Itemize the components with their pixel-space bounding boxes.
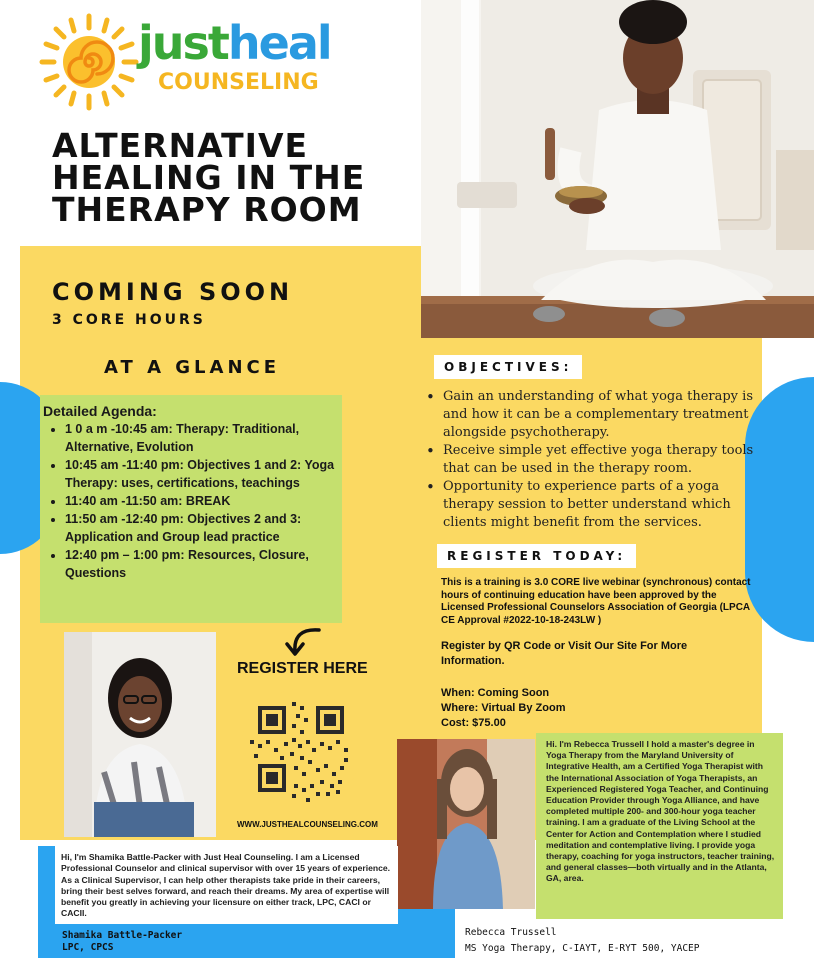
agenda-item: • 12:40 pm – 1:00 pm: Resources, Closure, Questions	[65, 546, 338, 582]
rebecca-name-block	[465, 925, 700, 957]
logo-counseling-text: COUNSELING	[158, 70, 319, 95]
sun-icon	[34, 12, 144, 112]
objectives-label: OBJECTIVES:	[434, 355, 582, 379]
agenda-heading: Detailed Agenda:	[43, 403, 157, 419]
event-cost: Cost: $75.00	[441, 717, 506, 729]
title-line-3: THERAPY ROOM	[52, 190, 362, 229]
register-approval-text: This is a training is 3.0 CORE live webinar (synchronous) contact hours of continuing education have been approved by the Licensed Professional Counselors Association of Georgia (LPCA CE Approval #2022-10-18-243LW )	[441, 577, 751, 626]
page-title	[52, 126, 412, 229]
objective-item: • Receive simple yet effective yoga therapy tools that can be used in the therapy room.	[426, 442, 756, 478]
logo-just-text: just	[138, 16, 228, 70]
hero-illustration	[421, 0, 814, 338]
shamika-illustration	[64, 632, 216, 837]
register-here-text: REGISTER HERE	[237, 660, 368, 677]
register-today-label: REGISTER TODAY:	[437, 544, 636, 568]
qr-code-icon[interactable]	[240, 688, 362, 810]
agenda-item: • 10:45 am -11:40 pm: Objectives 1 and 2: Yoga Therapy: uses, certifications, teachings	[65, 456, 338, 492]
coming-soon-heading: COMING SOON	[52, 278, 294, 306]
bio-shamika: Hi, I'm Shamika Battle-Packer with Just Heal Counseling. I am a Licensed Professional Counselor and clinical supervisor with over 15 years of experience. As a Clinical Supervisor, I can help other therapists take pride in their careers, bring their best selves forward, and reach their dreams. My area of expertise will benefit you greatly in achieving your licensure on either track, LPC, CACI or CACII.	[55, 846, 398, 924]
website-url: WWW.JUSTHEALCOUNSELING.COM	[237, 820, 378, 829]
hero-photo-singing-bowl	[421, 0, 814, 338]
objectives-list	[426, 388, 756, 532]
shamika-name-block	[62, 930, 182, 954]
logo-heal-text: heal	[227, 16, 331, 70]
photo-rebecca	[397, 739, 535, 909]
core-hours-text: 3 CORE HOURS	[52, 312, 206, 328]
register-qr-instructions: Register by QR Code or Visit Our Site For More Information.	[441, 640, 688, 667]
logo-wordmark	[138, 16, 331, 70]
objective-item: • Opportunity to experience parts of a yoga therapy session to better understand which clients might benefit from the services.	[426, 478, 756, 532]
agenda-box	[40, 395, 342, 623]
title-line-1: ALTERNATIVE	[52, 126, 309, 165]
objective-item: • Gain an understanding of what yoga therapy is and how it can be a complementary treatment alongside psychotherapy.	[426, 388, 756, 442]
shamika-name: Shamika Battle-Packer	[62, 930, 183, 941]
event-where: Where: Virtual By Zoom	[441, 702, 566, 714]
curved-arrow-icon	[283, 624, 323, 658]
agenda-item: • 1 0 a m -10:45 am: Therapy: Traditional, Alternative, Evolution	[65, 420, 338, 456]
title-line-2: HEALING IN THE	[52, 158, 366, 197]
shamika-credentials: LPC, CPCS	[62, 942, 114, 953]
logo	[34, 12, 334, 112]
bio-rebecca: Hi. I'm Rebecca Trussell I hold a master's degree in Yoga Therapy from the Maryland University of Integrative Health, am a Certified Yoga Therapist with the International Association of Yoga Therapists, an Experienced Registered Yoga Teacher, and Continuing Education Provider through Yoga Alliance, and have completed multiple 200- and 300-hour yoga teacher training. I am a graduate of the Living School at the Center for Action and Contemplation where I studied meditation and contemplative living. I provide yoga therapy, coaching for yoga instructors, teacher training, and general classes—both virtually and in the Atlanta, GA, area.	[536, 733, 783, 919]
at-a-glance-heading: AT A GLANCE	[104, 357, 281, 378]
rebecca-name: Rebecca Trussell	[465, 927, 557, 938]
event-info	[441, 686, 565, 731]
rebecca-credentials: MS Yoga Therapy, C-IAYT, E-RYT 500, YACEP	[465, 943, 700, 954]
agenda-list	[65, 420, 338, 582]
agenda-item: • 11:40 am -11:50 am: BREAK	[65, 492, 338, 510]
rebecca-illustration	[397, 739, 535, 909]
photo-shamika	[64, 632, 216, 837]
event-when: When: Coming Soon	[441, 687, 550, 699]
agenda-item: • 11:50 am -12:40 pm: Objectives 2 and 3: Application and Group lead practice	[65, 510, 338, 546]
